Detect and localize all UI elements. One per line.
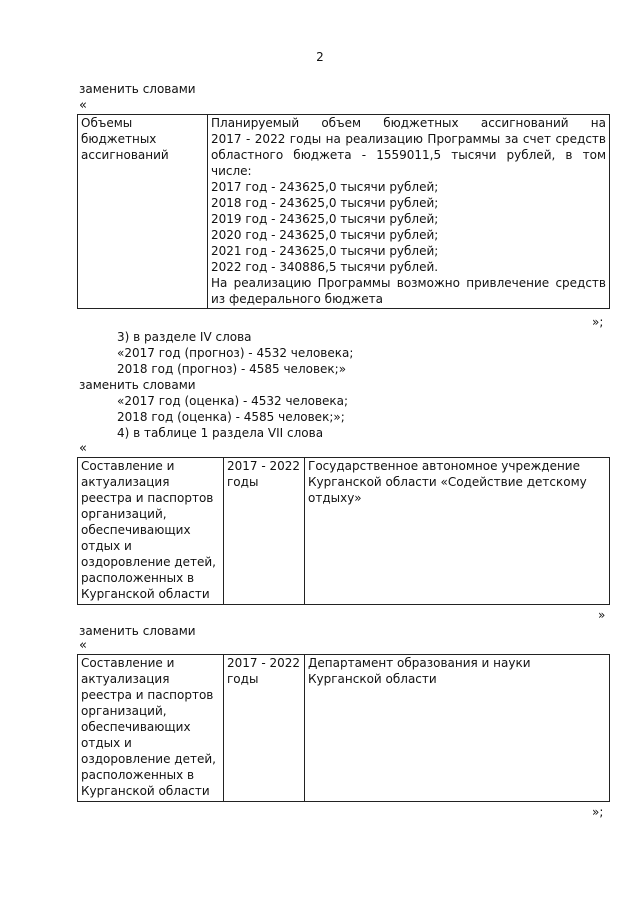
cell-text-line: Курганской области — [81, 587, 210, 601]
cell-text-line: актуализация — [81, 672, 170, 686]
cell-text-line: Департамент образования и науки — [308, 656, 531, 670]
cell-text-line: 2017 - 2022 годы на реализацию Программы за счет средств — [211, 132, 606, 146]
executor-cell — [305, 655, 610, 802]
replace-words-label: заменить словами — [79, 624, 196, 638]
cell-text-line: бюджетных — [81, 132, 157, 146]
table-row — [78, 458, 610, 605]
cell-text-line: организаций, — [81, 704, 167, 718]
cell-text-line: организаций, — [81, 507, 167, 521]
period-cell — [224, 458, 305, 605]
budget-label-cell — [78, 115, 208, 309]
item-3-heading: 3) в разделе IV слова — [117, 330, 252, 344]
item-3-old-text: 2018 год (прогноз) - 4585 человек;» — [117, 362, 347, 376]
executor-cell — [305, 458, 610, 605]
close-quote: »; — [592, 315, 604, 329]
open-quote: « — [79, 441, 87, 456]
cell-text-line: 2017 год - 243625,0 тысячи рублей; — [211, 180, 439, 194]
close-quote: »; — [592, 805, 604, 819]
cell-text-line: 2022 год - 340886,5 тысячи рублей. — [211, 260, 439, 274]
cell-text-line: числе: — [211, 164, 252, 178]
open-quote: « — [79, 638, 87, 653]
item-3-old-text: «2017 год (прогноз) - 4532 человека; — [117, 346, 354, 360]
cell-text-line: Составление и — [81, 656, 175, 670]
cell-text-line: 2017 - 2022 — [227, 459, 301, 473]
period-cell — [224, 655, 305, 802]
cell-text-line: Курганской области — [308, 672, 437, 686]
cell-text-line: расположенных в — [81, 571, 195, 585]
cell-text-line: Объемы — [81, 116, 133, 130]
cell-text-line: 2019 год - 243625,0 тысячи рублей; — [211, 212, 439, 226]
activity-table-old — [77, 457, 610, 605]
cell-text-line: актуализация — [81, 475, 170, 489]
cell-text-line: 2017 - 2022 — [227, 656, 301, 670]
cell-text-line: обеспечивающих — [81, 720, 191, 734]
cell-text-line: областного бюджета - 1559011,5 тысячи рублей, в том — [211, 148, 606, 162]
cell-text-line: годы — [227, 672, 259, 686]
cell-text-line: Курганской области — [81, 784, 210, 798]
activity-table-new — [77, 654, 610, 802]
item-4-heading: 4) в таблице 1 раздела VII слова — [117, 426, 324, 440]
budget-text-cell — [208, 115, 610, 309]
cell-text-line: отдых и — [81, 736, 132, 750]
cell-text-line: реестра и паспортов — [81, 688, 214, 702]
cell-text-line: ассигнований — [81, 148, 169, 162]
budget-table — [77, 114, 610, 309]
table-row — [78, 655, 610, 802]
cell-text-line: расположенных в — [81, 768, 195, 782]
cell-text-line: оздоровление детей, — [81, 752, 216, 766]
cell-text-line: На реализацию Программы возможно привлечение средств — [211, 276, 606, 290]
close-quote: » — [598, 608, 606, 622]
cell-text-line: отдыху» — [308, 491, 362, 505]
cell-text-line: Государственное автономное учреждение — [308, 459, 580, 473]
item-3-new-text: «2017 год (оценка) - 4532 человека; — [117, 394, 349, 408]
cell-text-line: оздоровление детей, — [81, 555, 216, 569]
cell-text-line: реестра и паспортов — [81, 491, 214, 505]
cell-text-line: Составление и — [81, 459, 175, 473]
cell-text-line: 2021 год - 243625,0 тысячи рублей; — [211, 244, 439, 258]
cell-text-line: Планируемый объем бюджетных ассигнований на — [211, 116, 606, 130]
page-number: 2 — [316, 50, 324, 64]
table-row — [78, 115, 610, 309]
activity-cell — [78, 458, 224, 605]
item-3-new-text: 2018 год (оценка) - 4585 человек;»; — [117, 410, 345, 424]
cell-text-line: из федерального бюджета — [211, 292, 384, 306]
cell-text-line: 2020 год - 243625,0 тысячи рублей; — [211, 228, 439, 242]
cell-text-line: годы — [227, 475, 259, 489]
open-quote: « — [79, 98, 87, 113]
cell-text-line: 2018 год - 243625,0 тысячи рублей; — [211, 196, 439, 210]
activity-cell — [78, 655, 224, 802]
cell-text-line: Курганской области «Содействие детскому — [308, 475, 587, 489]
replace-words-label: заменить словами — [79, 82, 196, 96]
cell-text-line: обеспечивающих — [81, 523, 191, 537]
replace-words-label: заменить словами — [79, 378, 196, 392]
cell-text-line: отдых и — [81, 539, 132, 553]
